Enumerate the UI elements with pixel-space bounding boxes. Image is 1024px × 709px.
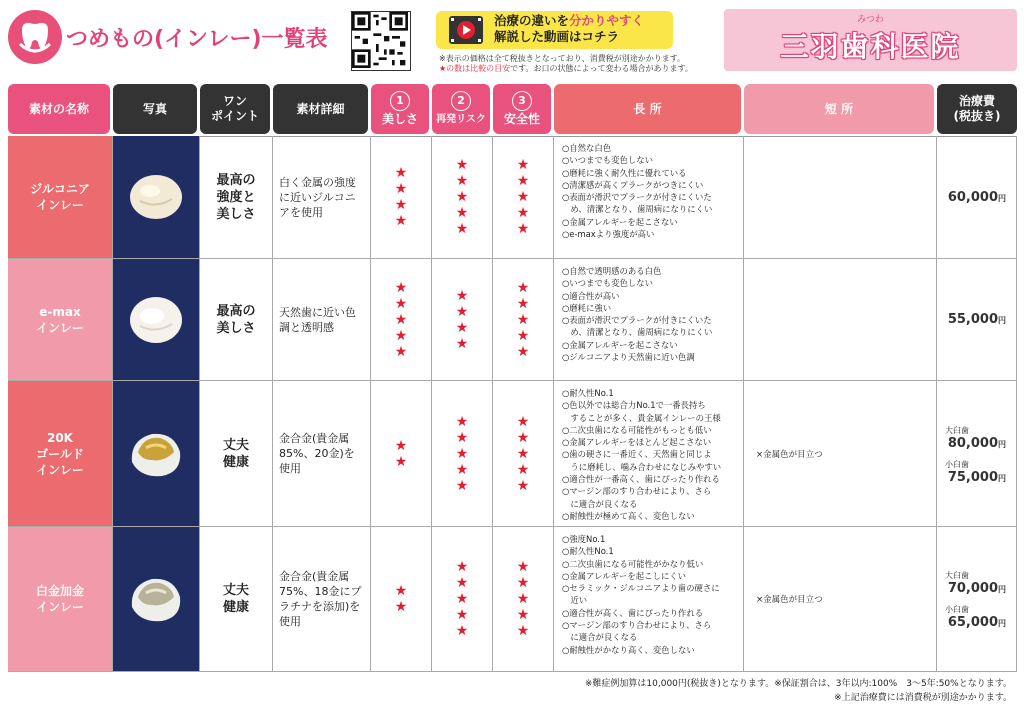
star-icon: ★ xyxy=(516,221,530,237)
star-icon: ★ xyxy=(455,157,469,173)
yen-unit: 円 xyxy=(998,439,1006,449)
pros-item: ○耐蝕性がかなり高く、変色しない xyxy=(562,644,695,655)
cons-text: ×金属色が目立つ xyxy=(744,527,937,672)
molar-label: 大臼歯 xyxy=(945,425,969,435)
price-amount xyxy=(948,190,1006,205)
star-icon: ★ xyxy=(516,607,530,623)
star-icon: ★ xyxy=(516,327,530,344)
rating-num: 3 xyxy=(512,91,532,111)
star-icon: ★ xyxy=(394,453,408,470)
col-header-pros: 長 所 xyxy=(554,84,741,134)
pros-item: ○磨耗に強い xyxy=(562,302,612,313)
rating-num: 1 xyxy=(390,91,410,111)
star-note: ★の数は比較の目安です。お口の状態によって変わる場合があります。 xyxy=(439,64,693,73)
tooth-image xyxy=(122,422,190,486)
pros-item: め、清潔となり、歯周病になりにくい xyxy=(562,204,713,215)
star-icon: ★ xyxy=(516,461,530,478)
pros-item: ○色以外では総合力No.1で一番長持ち xyxy=(562,400,706,411)
rating-safety xyxy=(493,381,554,527)
clinic-name-box xyxy=(724,9,1017,71)
rating-num: 2 xyxy=(451,91,471,111)
star-icon: ★ xyxy=(516,173,530,189)
pros-item: ○金属アレルギーを起こさない xyxy=(562,216,678,227)
col-header-beauty xyxy=(371,84,429,134)
cons-text: ×金属色が目立つ xyxy=(744,381,937,527)
star-icon: ★ xyxy=(516,189,530,205)
tooth-image xyxy=(122,567,190,631)
yen-unit: 円 xyxy=(998,619,1006,628)
pros-item: ○マージン部のすり合わせにより、さら xyxy=(562,620,712,631)
price xyxy=(937,381,1017,527)
material-detail: 白く金属の強度に近いジルコニアを使用 xyxy=(273,136,371,259)
pros-item: ○ジルコニアより天然歯に近い色調 xyxy=(562,352,695,363)
material-detail: 天然歯に近い色調と透明感 xyxy=(273,259,371,381)
star-icon: ★ xyxy=(455,205,469,221)
rating-beauty xyxy=(371,381,432,527)
yen-unit: 円 xyxy=(998,585,1006,594)
star-icon: ★ xyxy=(394,327,408,344)
pros-item: め、清潔となり、歯周病になりにくい xyxy=(562,327,713,338)
star-icon: ★ xyxy=(394,599,408,615)
col-header-safety xyxy=(493,84,551,134)
video-play-icon[interactable] xyxy=(448,15,484,45)
star-icon: ★ xyxy=(455,287,469,304)
star-icon: ★ xyxy=(516,429,530,446)
star-icon: ★ xyxy=(516,413,530,430)
material-photo xyxy=(113,381,200,527)
pros-item: ○適合性が一番高く、歯にぴったり作れる xyxy=(562,474,720,485)
pros-item: ○いつまでも変色しない xyxy=(562,155,654,166)
price-value: 65,000 xyxy=(947,615,998,630)
pros-item: ○耐久性No.1 xyxy=(562,546,614,557)
star-icon: ★ xyxy=(455,575,469,591)
yen-unit: 円 xyxy=(998,316,1006,325)
star-icon: ★ xyxy=(516,279,530,296)
pros-item: ○耐蝕性が極めて高く、変色しない xyxy=(562,510,695,521)
material-name: e-max インレー xyxy=(8,259,113,381)
pros-item: に適合が良くなる xyxy=(562,498,638,509)
molar-label: 小臼歯 xyxy=(945,459,969,469)
col-header-name: 素材の名称 xyxy=(8,84,110,134)
molar-label: 小臼歯 xyxy=(945,605,969,614)
star-icon: ★ xyxy=(394,181,408,197)
rating-beauty xyxy=(371,136,432,259)
material-detail: 金合金(貴金属75%、18金にプラチナを添加)を使用 xyxy=(273,527,371,672)
pros-item: ○金属アレルギーを起こさない xyxy=(562,339,678,350)
pros-item: ○セラミック・ジルコニアより歯の硬さに xyxy=(562,583,720,594)
rating-label: 美しさ xyxy=(381,112,418,126)
price-amount xyxy=(948,436,1006,451)
clinic-name-ruby: みつわ xyxy=(857,15,884,25)
material-name: 白金加金 インレー xyxy=(8,527,113,672)
star-icon: ★ xyxy=(516,295,530,312)
star-icon: ★ xyxy=(394,197,408,213)
qr-code-icon[interactable] xyxy=(351,11,411,71)
price-value: 60,000 xyxy=(947,189,998,205)
price-value: 80,000 xyxy=(947,435,998,451)
star-icon: ★ xyxy=(455,623,469,639)
price xyxy=(937,259,1017,381)
col-header-detail: 素材詳細 xyxy=(273,84,368,134)
col-header-cons: 短 所 xyxy=(744,84,934,134)
star-icon: ★ xyxy=(516,623,530,639)
yen-unit: 円 xyxy=(998,473,1006,483)
pros-item: うに磨耗し、噛み合わせになじみやすい xyxy=(562,461,722,472)
material-name: ジルコニア インレー xyxy=(8,136,113,259)
pros-item: ○清潔感が高くプラークがつきにくい xyxy=(562,179,704,190)
price-amount xyxy=(948,581,1006,596)
star-icon: ★ xyxy=(516,477,530,494)
rating-beauty xyxy=(371,259,432,381)
star-icon: ★ xyxy=(516,575,530,591)
pros-item: ○強度No.1 xyxy=(562,534,606,544)
pros-list xyxy=(554,259,744,381)
star-icon: ★ xyxy=(394,437,408,454)
price xyxy=(937,527,1017,672)
material-name: 20K ゴールド インレー xyxy=(8,381,113,527)
star-icon: ★ xyxy=(394,311,408,328)
star-icon: ★ xyxy=(455,319,469,336)
material-photo xyxy=(113,136,200,259)
one-point: 丈夫 健康 xyxy=(200,381,273,527)
star-icon: ★ xyxy=(455,445,469,462)
one-point: 最高の 強度と 美しさ xyxy=(200,136,273,259)
rating-safety xyxy=(493,527,554,672)
star-icon: ★ xyxy=(455,559,469,575)
tax-note: ※表示の価格は全て税抜きとなっており、消費税が別途かかります。 xyxy=(439,54,686,63)
pros-item: ○金属アレルギーをほとんど起こさない xyxy=(562,437,712,448)
cons-text xyxy=(744,259,937,381)
star-icon: ★ xyxy=(455,413,469,430)
clinic-name: 三羽歯科医院 xyxy=(780,30,961,63)
star-icon: ★ xyxy=(455,173,469,189)
pros-item: ○二次虫歯になる可能性がかなり低い xyxy=(562,558,704,569)
star-icon: ★ xyxy=(394,279,408,296)
footer-note-2: ※上記治療費には消費税が別途かかります。 xyxy=(834,693,1012,703)
col-header-price: 治療費 (税抜き) xyxy=(937,84,1017,134)
star-icon: ★ xyxy=(394,343,408,360)
price-value: 70,000 xyxy=(947,581,998,596)
star-icon: ★ xyxy=(394,583,408,599)
clinic-logo-icon xyxy=(8,10,62,64)
molar-label: 大臼歯 xyxy=(945,571,969,580)
video-banner-text[interactable]: 治療の違いを分かりやすく 解説した動画はコチラ xyxy=(494,13,645,44)
pros-item: ○いつまでも変色しない xyxy=(562,278,654,289)
rating-label: 再発リスク xyxy=(436,114,486,125)
rating-recur xyxy=(432,527,493,672)
price-amount xyxy=(948,615,1006,630)
tooth-image xyxy=(122,165,190,229)
col-header-photo: 写真 xyxy=(113,84,197,134)
pros-item: ○適合性が高い xyxy=(562,290,620,301)
star-icon: ★ xyxy=(394,213,408,229)
pros-item: ○表面が滑沢でプラークが付きにくいた xyxy=(562,315,712,326)
pros-item: ○歯の硬さに一番近く、天然歯と同じよ xyxy=(562,449,712,460)
star-icon: ★ xyxy=(394,165,408,181)
tooth-image xyxy=(122,288,190,352)
pros-list xyxy=(554,381,744,527)
rating-beauty xyxy=(371,527,432,672)
pros-item: ○表面が滑沢でプラークが付きにくいた xyxy=(562,192,712,203)
price-value: 55,000 xyxy=(947,312,998,327)
price-amount xyxy=(948,312,1006,327)
footer-note-1: ※難症例加算は10,000円(税抜き)となります。※保証割合は、3年以内:100% 3〜5年:50%となります。 xyxy=(584,679,1012,689)
star-icon: ★ xyxy=(516,591,530,607)
pros-item: ○金属アレルギーを起こしにくい xyxy=(562,570,687,581)
material-photo xyxy=(113,527,200,672)
page-title: つめもの(インレー)一覧表 xyxy=(66,27,328,52)
star-icon: ★ xyxy=(455,303,469,320)
pros-item: 近い xyxy=(562,595,588,606)
rating-safety xyxy=(493,136,554,259)
pros-item: ○自然な白色 xyxy=(562,143,612,153)
star-icon: ★ xyxy=(394,295,408,312)
star-icon: ★ xyxy=(516,157,530,173)
pros-item: ○耐久性No.1 xyxy=(562,388,614,398)
pros-item: に適合が良くなる xyxy=(562,632,638,643)
material-detail: 金合金(貴金属85%、20金)を使用 xyxy=(273,381,371,527)
pros-item: ○適合性が高く、歯にぴったり作れる xyxy=(562,607,704,618)
one-point: 最高の 美しさ xyxy=(200,259,273,381)
star-icon: ★ xyxy=(455,189,469,205)
pros-item: ○二次虫歯になる可能性がもっとも低い xyxy=(562,424,712,435)
star-icon: ★ xyxy=(516,205,530,221)
star-icon: ★ xyxy=(455,591,469,607)
rating-label: 安全性 xyxy=(503,112,540,126)
star-icon: ★ xyxy=(455,461,469,478)
price-amount xyxy=(948,470,1006,485)
rating-recur xyxy=(432,136,493,259)
star-icon: ★ xyxy=(455,477,469,494)
material-photo xyxy=(113,259,200,381)
rating-recur xyxy=(432,381,493,527)
pros-list xyxy=(554,527,744,672)
pros-item: ○自然で透明感のある白色 xyxy=(562,266,662,276)
star-icon: ★ xyxy=(516,445,530,462)
cons-text xyxy=(744,136,937,259)
pros-item: ○マージン部のすり合わせにより、さら xyxy=(562,486,712,497)
pros-item: ○e-maxより強度が高い xyxy=(562,229,655,240)
star-icon: ★ xyxy=(516,559,530,575)
price xyxy=(937,136,1017,259)
price-value: 75,000 xyxy=(947,469,998,485)
pros-item: することが多く、貴金属インレーの王様 xyxy=(562,412,721,423)
star-icon: ★ xyxy=(516,311,530,328)
col-header-point: ワン ポイント xyxy=(200,84,270,134)
yen-unit: 円 xyxy=(998,193,1006,203)
star-icon: ★ xyxy=(516,343,530,360)
star-icon: ★ xyxy=(455,429,469,446)
star-icon: ★ xyxy=(455,221,469,237)
one-point: 丈夫 健康 xyxy=(200,527,273,672)
pros-list xyxy=(554,136,744,259)
pros-item: ○磨耗に強く耐久性に優れている xyxy=(562,167,687,178)
rating-recur xyxy=(432,259,493,381)
col-header-recurrence xyxy=(432,84,490,134)
star-icon: ★ xyxy=(455,335,469,352)
star-icon: ★ xyxy=(455,607,469,623)
rating-safety xyxy=(493,259,554,381)
